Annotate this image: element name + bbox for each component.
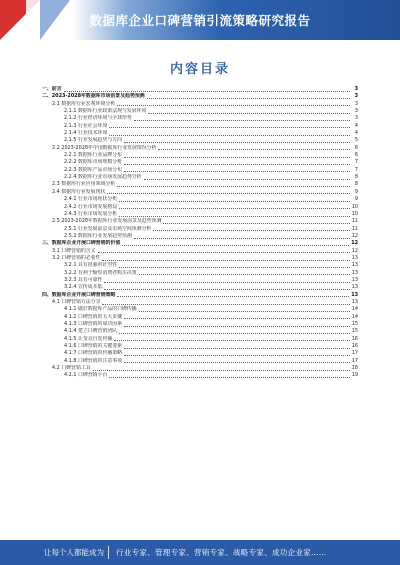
toc-leader-dots <box>119 330 350 334</box>
toc-page-number: 15 <box>351 328 358 335</box>
toc-entry-text: 4.2 口碑营销工具 <box>52 365 91 372</box>
toc-entry[interactable] <box>42 93 358 100</box>
toc-entry[interactable] <box>42 336 358 343</box>
toc-leader-dots <box>117 293 349 297</box>
toc-entry[interactable] <box>42 358 358 365</box>
toc-leader-dots <box>134 235 350 239</box>
toc-page-number: 17 <box>351 357 358 364</box>
toc-entry-text: 4.1.7 口碑营销的传播策略 <box>64 350 123 357</box>
toc-page-number: 14 <box>351 313 358 320</box>
toc-entry-text: 3.2.3 具有可靠性 <box>64 276 103 283</box>
toc-page-number: 17 <box>351 350 358 357</box>
toc-entry-text: 3.2.4 宣传成本低 <box>64 284 103 291</box>
toc-leader-dots <box>124 345 350 349</box>
toc-entry[interactable] <box>42 314 358 321</box>
toc-entry-text: 2.5.2 数据库行业发展趋势预测 <box>64 232 132 239</box>
toc-page-number: 6 <box>354 152 358 159</box>
table-of-contents <box>42 86 358 380</box>
toc-entry-text: 二、2023-2028年数据库市场前景及趋势预测 <box>42 93 145 100</box>
toc-entry[interactable] <box>42 181 358 188</box>
toc-entry-text: 3.2 口碑营销的必要性 <box>52 254 101 261</box>
toc-leader-dots <box>98 249 350 253</box>
toc-entry[interactable] <box>42 328 358 335</box>
toc-page-number: 5 <box>354 137 358 144</box>
toc-entry-text: 4.1.8 口碑营销的注意事项 <box>64 357 123 364</box>
toc-entry-text: 三、数据库企业开展口碑营销的价值 <box>42 240 121 247</box>
toc-entry-text: 2.2.4 数据库行业市场发展趋势分析 <box>64 174 142 181</box>
toc-entry-text: 四、数据库企业开展口碑营销策略 <box>42 291 116 298</box>
toc-entry-text: 2.4.2 行业市场发展格局 <box>64 203 118 210</box>
toc-leader-dots <box>122 242 349 246</box>
toc-page-number: 13 <box>351 298 358 305</box>
toc-leader-dots <box>119 198 350 202</box>
toc-entry[interactable] <box>42 108 358 115</box>
toc-entry[interactable] <box>42 218 358 225</box>
toc-page-number: 3 <box>354 93 358 100</box>
toc-leader-dots <box>153 227 349 231</box>
toc-entry[interactable] <box>42 101 358 108</box>
toc-entry[interactable] <box>42 145 358 152</box>
toc-leader-dots <box>102 257 349 261</box>
toc-entry-text: 2.1.5 行业发展趋势与方向 <box>64 137 123 144</box>
footer-divider <box>108 546 109 559</box>
toc-leader-dots <box>124 161 350 165</box>
toc-leader-dots <box>104 279 349 283</box>
toc-entry[interactable] <box>42 277 358 284</box>
toc-entry-text: 2.1 数据库行业宏观环境分析 <box>52 100 116 107</box>
toc-entry[interactable] <box>42 233 358 240</box>
toc-entry-text: 2.2.2 数据库市场规模分析 <box>64 159 123 166</box>
toc-page-number: 16 <box>351 335 358 342</box>
toc-entry[interactable] <box>42 211 358 218</box>
toc-leader-dots <box>148 110 350 114</box>
toc-page-number: 4 <box>354 130 358 137</box>
toc-entry[interactable] <box>42 284 358 291</box>
toc-entry[interactable] <box>42 226 358 233</box>
toc-page-number: 3 <box>354 86 358 92</box>
toc-leader-dots <box>119 205 350 209</box>
toc-page-number: 9 <box>354 188 358 195</box>
toc-page-number: 18 <box>351 365 358 372</box>
toc-leader-dots <box>109 124 350 128</box>
toc-entry-text: 3.1 口碑营销的含义 <box>52 247 96 254</box>
toc-leader-dots <box>107 190 350 194</box>
toc-entry[interactable] <box>42 159 358 166</box>
toc-entry[interactable] <box>42 343 358 350</box>
toc-leader-dots <box>124 168 350 172</box>
toc-leader-dots <box>144 176 350 180</box>
toc-entry-text: 2.1.2 行业经济环境与全球形势 <box>64 115 132 122</box>
toc-entry-text: 2.1.3 行业社会环境 <box>64 122 108 129</box>
toc-entry[interactable] <box>42 196 358 203</box>
footer-slogan: 让每个人都能成为 <box>44 548 104 557</box>
toc-entry[interactable] <box>42 299 358 306</box>
toc-entry-text: 4.1.5 让受众自发传播 <box>64 335 113 342</box>
toc-entry-text: 2.4.1 行业市场现状分析 <box>64 196 118 203</box>
toc-entry-text: 4.1.4 建立口碑营销团队 <box>64 328 118 335</box>
toc-entry[interactable] <box>42 130 358 137</box>
toc-entry-text: 4.1.3 口碑营销的成功因素 <box>64 321 123 327</box>
toc-entry[interactable] <box>42 365 358 372</box>
toc-entry-text: 3.2.1 具有很强的针对性 <box>64 262 118 269</box>
toc-leader-dots <box>163 220 349 224</box>
toc-entry-text: 4.1.6 口碑营销的关键要素 <box>64 343 123 350</box>
toc-page-number: 3 <box>354 100 358 107</box>
toc-entry[interactable] <box>42 174 358 181</box>
toc-leader-dots <box>104 286 349 290</box>
toc-leader-dots <box>93 367 350 371</box>
toc-entry[interactable] <box>42 189 358 196</box>
toc-entry[interactable] <box>42 262 358 269</box>
toc-leader-dots <box>139 271 350 275</box>
toc-leader-dots <box>124 352 350 356</box>
toc-page-number: 15 <box>351 321 358 327</box>
toc-leader-dots <box>119 213 350 217</box>
toc-page-number: 19 <box>351 372 358 379</box>
toc-leader-dots <box>64 88 350 92</box>
toc-entry-text: 2.5 2023-2028年数据库行业发展前景及趋势预测 <box>52 218 162 225</box>
toc-leader-dots <box>102 301 349 305</box>
toc-entry[interactable] <box>42 204 358 211</box>
toc-page-number: 13 <box>351 284 358 291</box>
toc-leader-dots <box>124 315 350 319</box>
toc-page-number: 3 <box>354 108 358 115</box>
toc-page-number: 8 <box>354 174 358 181</box>
toc-page-number: 7 <box>354 166 358 173</box>
toc-entry[interactable] <box>42 167 358 174</box>
toc-leader-dots <box>158 146 350 150</box>
toc-leader-dots <box>114 337 350 341</box>
footer-roles: 行业专家、管理专家、营销专家、战略专家、成功企业家…… <box>116 548 327 557</box>
toc-page-number: 13 <box>351 269 358 276</box>
toc-leader-dots <box>124 359 350 363</box>
toc-leader-dots <box>117 102 350 106</box>
toc-page-number: 11 <box>351 218 358 225</box>
toc-entry[interactable] <box>42 321 358 328</box>
toc-entry-text: 2.1.4 行业技术环境 <box>64 130 108 137</box>
toc-page-number: 10 <box>351 210 358 217</box>
toc-heading: 内容目录 <box>169 62 230 77</box>
toc-entry[interactable] <box>42 350 358 357</box>
toc-page-number: 3 <box>354 115 358 122</box>
toc-leader-dots <box>119 264 350 268</box>
toc-leader-dots <box>124 139 350 143</box>
toc-page-number: 13 <box>351 276 358 283</box>
toc-leader-dots <box>117 183 350 187</box>
toc-entry-text: 2.2.1 数据库行业品牌分布 <box>64 152 123 159</box>
toc-entry-text: 2.4.3 行业市场发展分析 <box>64 210 118 217</box>
toc-leader-dots <box>124 323 350 327</box>
toc-leader-dots <box>139 308 350 312</box>
toc-page-number: 13 <box>351 291 358 298</box>
toc-entry[interactable] <box>42 152 358 159</box>
toc-page-number: 10 <box>351 203 358 210</box>
toc-page-number: 11 <box>351 225 358 232</box>
page-header <box>0 0 400 40</box>
toc-page-number: 9 <box>354 196 358 203</box>
toc-page-number: 7 <box>354 159 358 166</box>
toc-entry[interactable] <box>42 306 358 313</box>
toc-leader-dots <box>147 95 350 99</box>
toc-entry[interactable] <box>42 86 358 93</box>
toc-page-number: 6 <box>354 144 358 151</box>
toc-entry-text: 2.4 数据库行业发展现状 <box>52 188 106 195</box>
toc-leader-dots <box>124 154 350 158</box>
toc-page-number: 16 <box>351 343 358 350</box>
toc-entry[interactable] <box>42 123 358 130</box>
toc-entry[interactable] <box>42 372 358 379</box>
toc-page-number: 13 <box>351 262 358 269</box>
toc-leader-dots <box>109 374 349 378</box>
toc-entry-text: 4.1.1 做好数据库产品的口碑传播 <box>64 306 137 313</box>
toc-entry[interactable] <box>42 115 358 122</box>
toc-page-number: 12 <box>351 240 358 247</box>
toc-page-number: 13 <box>351 254 358 261</box>
toc-entry-text: 4.1 口碑营销方法分享 <box>52 298 101 305</box>
toc-entry-text: 4.1.2 口碑营销的五大步骤 <box>64 313 123 320</box>
toc-entry[interactable] <box>42 240 358 247</box>
toc-entry-text: 一、前言 <box>42 86 62 92</box>
toc-entry-text: 2.3 数据库行业应用领域分析 <box>52 181 116 188</box>
toc-entry-text: 2.5.1 行业发展前景及市场空间预测分析 <box>64 225 152 232</box>
toc-entry[interactable] <box>42 137 358 144</box>
toc-entry[interactable] <box>42 255 358 262</box>
toc-entry-text: 2.2.3 数据库产品市场分布 <box>64 166 123 173</box>
toc-page-number: 14 <box>351 306 358 313</box>
toc-entry[interactable] <box>42 248 358 255</box>
toc-page-number: 12 <box>351 247 358 254</box>
report-title: 数据库企业口碑营销引流策略研究报告 <box>89 13 311 28</box>
toc-entry-text: 3.2.2 有利于缩短消费者购买决策 <box>64 269 137 276</box>
toc-page-number: 8 <box>354 181 358 188</box>
page-footer <box>0 540 400 565</box>
toc-entry-text: 2.2 2023-2028年中国数据库行业发展情况分析 <box>52 144 157 151</box>
toc-leader-dots <box>134 117 350 121</box>
toc-entry[interactable] <box>42 270 358 277</box>
toc-entry-text: 4.2.1 口碑营销平台 <box>64 372 108 379</box>
toc-entry-text: 2.1.1 数据库行业政策法规与发展环境 <box>64 108 147 115</box>
toc-page-number: 4 <box>354 122 358 129</box>
toc-entry[interactable] <box>42 292 358 299</box>
toc-page-number: 12 <box>351 232 358 239</box>
toc-leader-dots <box>109 132 350 136</box>
